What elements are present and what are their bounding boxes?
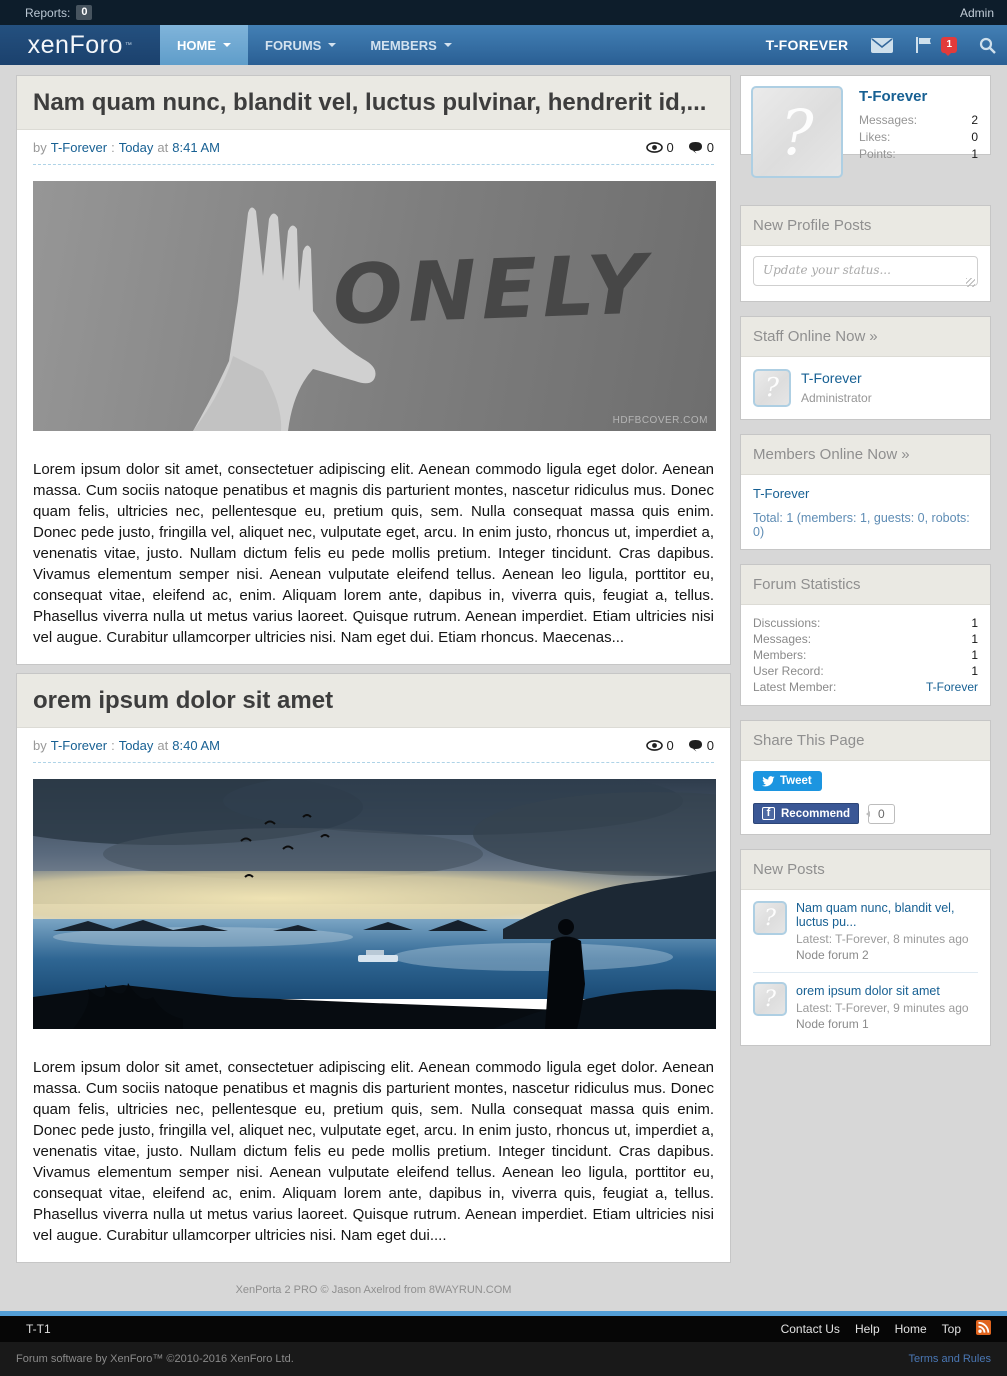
facebook-icon <box>762 807 775 820</box>
thread-avatar[interactable] <box>753 901 787 935</box>
article-block-1 <box>16 75 731 665</box>
staff-role: Administrator <box>801 391 872 405</box>
time-link[interactable]: 8:40 AM <box>172 738 220 753</box>
visitor-stat-row: Points: 1 <box>859 147 978 161</box>
tab-members[interactable]: MEMBERS <box>353 25 468 65</box>
forum-stat-row: Messages: 1 <box>753 632 978 646</box>
online-member-link[interactable]: T-Forever <box>753 486 810 501</box>
contact-us-link[interactable]: Contact Us <box>780 1322 840 1336</box>
views-count: 0 <box>666 140 674 155</box>
tweet-button[interactable]: Tweet <box>753 771 822 791</box>
article-title[interactable]: Nam quam nunc, blandit vel, luctus pulvinar, hendrerit id,... <box>33 89 707 116</box>
rss-icon[interactable] <box>976 1320 991 1338</box>
logo-text: xenForo <box>27 30 123 59</box>
new-posts-section <box>740 849 991 1046</box>
chevron-down-icon <box>444 43 452 51</box>
comments-bubble-icon <box>688 141 703 154</box>
user-avatar[interactable] <box>751 86 843 178</box>
latest-member-link[interactable]: T-Forever <box>925 680 978 694</box>
article-body-text: Lorem ipsum dolor sit amet, consectetuer adipiscing elit. Aenean commodo ligula eget dolor. Aenean massa. Cum sociis natoque penatibus et magnis dis parturient montes, nascetur ridiculus mus. Donec quam felis, ultricies nec, pellentesque eu, pretium quis, sem. Nulla consequat massa quis enim. Donec pede justo, fringilla vel, aliquet nec, vulputate eget, arcu. In enim justo, rhoncus ut, imperdiet a, venenatis vitae, justo. Nullam dictum felis eu pede mollis pretium. Integer tincidunt. Cras dapibus. Vivamus elementum semper nisi. Aenean vulputate eleifend tellus. Aenean leo ligula, porttitor eu, consequat vitae, eleifend ac, enim. Aliquam lorem ante, dapibus in, viverra quis, feugiat a, tellus. Phasellus viverra nulla ut metus varius laoreet. Quisque rutrum. Aenean imperdiet. Etiam ultricies nisi vel augue. Curabitur ullamcorper ultricies nisi. Nam eget dui.... <box>33 1059 714 1244</box>
views-eye-icon <box>646 142 663 153</box>
article-title[interactable]: orem ipsum dolor sit amet <box>33 687 334 714</box>
thread-node: Node forum 1 <box>796 1017 869 1031</box>
article-counters <box>646 140 714 155</box>
new-post-item <box>753 892 978 972</box>
twitter-bird-icon <box>761 775 775 787</box>
status-input-wrap <box>753 256 978 291</box>
account-link[interactable]: T-FOREVER <box>765 37 849 53</box>
views-count: 0 <box>666 738 674 753</box>
article-image-seascape[interactable] <box>33 779 716 1029</box>
section-header: Forum Statistics <box>741 565 990 605</box>
staff-username-link[interactable]: T-Forever <box>801 370 862 386</box>
help-link[interactable]: Help <box>854 1322 880 1336</box>
inbox-envelope-icon[interactable] <box>860 25 904 65</box>
forum-stat-row-latest-member: Latest Member: T-Forever <box>753 680 978 694</box>
onely-word: ONELY <box>331 237 653 344</box>
comments-count: 0 <box>706 140 714 155</box>
tab-home[interactable]: HOME <box>160 25 248 65</box>
author-link[interactable]: T-Forever <box>50 738 108 753</box>
date-link[interactable]: Today <box>118 738 154 753</box>
copyright-text: Forum software by XenForo™ ©2010-2016 XenForo Ltd. <box>16 1353 294 1365</box>
new-profile-posts-section <box>740 205 991 302</box>
main-column <box>16 75 731 1311</box>
home-link[interactable]: Home <box>894 1322 927 1336</box>
staff-online-section <box>740 316 991 420</box>
alert-count-badge: 1 <box>941 37 957 53</box>
article-byline: by T-Forever : Today at 8:40 AM 0 0 <box>33 728 714 763</box>
forum-stat-row: User Record: 1 <box>753 664 978 678</box>
staff-member-row <box>753 367 978 409</box>
thread-node: Node forum 2 <box>796 948 869 962</box>
members-online-section <box>740 434 991 550</box>
facebook-recommend-button[interactable]: f Recommend <box>753 803 859 824</box>
article-title-bar <box>17 674 730 728</box>
section-header: New Profile Posts <box>741 206 990 246</box>
article-block-2 <box>16 673 731 1263</box>
main-navigation <box>0 25 1007 65</box>
facebook-recommend-row <box>753 803 978 824</box>
user-avatar[interactable] <box>753 369 791 407</box>
section-header <box>741 317 990 357</box>
chevron-down-icon <box>223 43 231 51</box>
chevron-down-icon <box>328 43 336 51</box>
forum-statistics-section <box>740 564 991 706</box>
chevron-right-icon: » <box>869 328 878 345</box>
recommend-count-bubble: 0 <box>868 804 895 824</box>
article-body-text: Lorem ipsum dolor sit amet, consectetuer adipiscing elit. Aenean commodo ligula eget dolor. Aenean massa. Cum sociis natoque penatibus et magnis dis parturient montes, nascetur ridiculus mus. Donec quam felis, ultricies nec, pellentesque eu, pretium quis, sem. Nulla consequat massa quis enim. Donec pede justo, fringilla vel, aliquet nec, vulputate eget, arcu. In enim justo, rhoncus ut, imperdiet a, venenatis vitae, justo. Nullam dictum felis eu pede mollis pretium. Integer tincidunt. Cras dapibus. Vivamus elementum semper nisi. Aenean vulputate eleifend tellus. Aenean leo ligula, porttitor eu, consequat vitae, eleifend ac, enim. Aliquam lorem ante, dapibus in, viverra quis, feugiat a, tellus. Phasellus viverra nulla ut metus varius laoreet. Quisque rutrum. Aenean imperdiet. Etiam ultricies nisi vel augue. Curabitur ullamcorper ultricies nisi. Nam eget dui. Etiam rhoncus. Maecenas... <box>33 461 714 646</box>
comments-count: 0 <box>706 738 714 753</box>
section-header: Share This Page <box>741 721 990 761</box>
thread-avatar[interactable] <box>753 982 787 1016</box>
image-watermark: HDFBCOVER.COM <box>612 415 708 426</box>
article-byline: by T-Forever : Today at 8:41 AM 0 0 <box>33 130 714 165</box>
search-icon[interactable] <box>968 25 1007 65</box>
time-link[interactable]: 8:41 AM <box>172 140 220 155</box>
reports-label: Reports: <box>25 5 71 20</box>
share-this-page-section <box>740 720 991 835</box>
section-header: New Posts <box>741 850 990 890</box>
thread-latest: Latest: T-Forever, 9 minutes ago <box>796 1001 969 1015</box>
online-totals: Total: 1 (members: 1, guests: 0, robots: 0) <box>753 511 970 539</box>
thread-title-link[interactable]: Nam quam nunc, blandit vel, luctus pu... <box>796 901 955 929</box>
comments-bubble-icon <box>688 739 703 752</box>
forum-stat-row: Members: 1 <box>753 648 978 662</box>
lonely-image-scene <box>33 181 716 431</box>
nav-spacer <box>469 25 754 65</box>
visitor-stat-row: Likes: 0 <box>859 130 978 144</box>
visitor-panel <box>740 75 991 161</box>
logo-tm: ™ <box>124 41 133 49</box>
xenporta-credit: XenPorta 2 PRO © Jason Axelrod from 8WAYRUN.COM <box>235 1284 512 1296</box>
top-link[interactable]: Top <box>941 1322 961 1336</box>
terms-and-rules-link[interactable]: Terms and Rules <box>908 1353 991 1365</box>
sidebar <box>740 75 991 1311</box>
author-link[interactable]: T-Forever <box>50 140 108 155</box>
reports-count-badge: 0 <box>76 5 92 20</box>
forum-stat-row: Discussions: 1 <box>753 616 978 630</box>
date-link[interactable]: Today <box>118 140 154 155</box>
thread-latest: Latest: T-Forever, 8 minutes ago <box>796 932 969 946</box>
article-image-lonely[interactable] <box>33 181 716 431</box>
page-body <box>0 65 1007 1311</box>
article-counters <box>646 738 714 753</box>
visitor-stat-row: Messages: 2 <box>859 113 978 127</box>
reports-link[interactable] <box>25 5 92 20</box>
admin-link[interactable]: Admin <box>959 5 994 20</box>
article-title-bar <box>17 76 730 130</box>
section-header <box>741 435 990 475</box>
staff-online-link[interactable]: Staff Online Now » <box>753 328 878 345</box>
footer-links <box>781 1320 991 1338</box>
visitor-username-link[interactable]: T-Forever <box>859 88 928 105</box>
admin-moderator-bar <box>0 0 1007 25</box>
new-post-item <box>753 972 978 1041</box>
tab-forums[interactable]: FORUMS <box>248 25 353 65</box>
footer-bar <box>0 1316 1007 1342</box>
thread-title-link[interactable]: orem ipsum dolor sit amet <box>796 984 940 998</box>
footer-copyright-bar <box>0 1342 1007 1376</box>
views-eye-icon <box>646 740 663 751</box>
style-chooser[interactable]: T-T1 <box>26 1322 51 1336</box>
xenforo-logo[interactable] <box>0 25 160 65</box>
chevron-right-icon: » <box>901 446 910 463</box>
status-update-input[interactable] <box>753 256 978 286</box>
alerts-flag-icon[interactable] <box>904 25 968 65</box>
seascape-image-scene <box>33 779 716 1029</box>
members-online-link[interactable]: Members Online Now » <box>753 446 910 463</box>
